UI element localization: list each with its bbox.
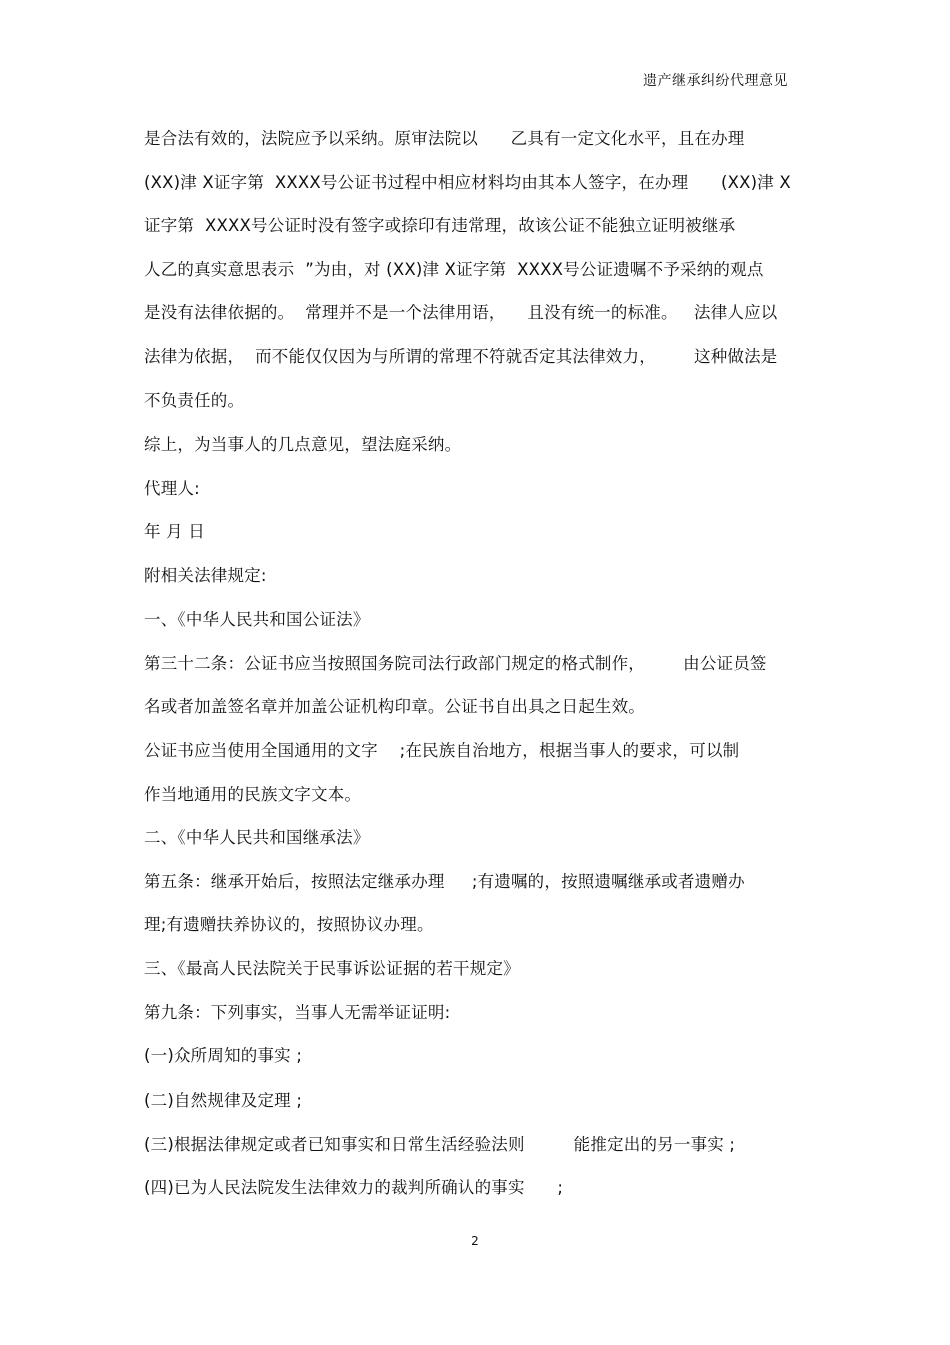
section-heading: 二、《中华人民共和国继承法》 [144, 828, 370, 847]
body-line: 作当地通用的民族文字文本。 [144, 785, 362, 804]
body-line: 第九条：下列事实，当事人无需举证证明: [144, 1003, 451, 1022]
agent-signature-label: 代理人: [144, 479, 200, 498]
section-heading: 三、《最高人民法院关于民事诉讼证据的若干规定》 [144, 959, 520, 978]
section-heading: 一、《中华人民共和国公证法》 [144, 610, 370, 629]
body-line: 是没有法律依据的。 常理并不是一个法律用语， 且没有统一的标准。 法律人应以 [144, 303, 778, 322]
body-line: 公证书应当使用全国通用的文字 ;在民族自治地方，根据当事人的要求，可以制 [144, 741, 740, 760]
body-line: (XX)津 X证字第 XXXX号公证书过程中相应材料均由其本人签字，在办理 (XX)津 X [144, 173, 791, 192]
body-line: 法律为依据， 而不能仅仅因为与所谓的常理不符就否定其法律效力， 这种做法是 [144, 347, 778, 366]
conclusion-line: 综上，为当事人的几点意见，望法庭采纳。 [144, 435, 462, 454]
body-line: 第五条：继承开始后，按照法定继承办理 ;有遗嘱的，按照遗嘱继承或者遗赠办 [144, 872, 745, 891]
body-line: 是合法有效的，法院应予以采纳。原审法院以 乙具有一定文化水平，且在办理 [144, 129, 745, 148]
body-line: 名或者加盖签名章并加盖公证机构印章。公证书自出具之日起生效。 [144, 697, 645, 716]
body-line: 第三十二条：公证书应当按照国务院司法行政部门规定的格式制作， 由公证员签 [144, 654, 767, 673]
date-line: 年 月 日 [144, 522, 205, 541]
appendix-heading: 附相关法律规定: [144, 566, 267, 585]
body-line: 人乙的真实意思表示 ”为由，对 (XX)津 X证字第 XXXX号公证遗嘱不予采纳的观点 [144, 260, 764, 279]
list-item: (一)众所周知的事实 ; [144, 1046, 303, 1065]
running-header: 遗产继承纠纷代理意见 [643, 73, 788, 89]
list-item: (二)自然规律及定理 ; [144, 1091, 303, 1110]
list-item: (三)根据法律规定或者已知事实和日常生活经验法则 能推定出的另一事实 ; [144, 1135, 736, 1154]
body-line: 证字第 XXXX号公证时没有签字或捺印有违常理，故该公证不能独立证明被继承 [144, 216, 736, 235]
page-number: 2 [471, 1234, 479, 1248]
list-item: (四)已为人民法院发生法律效力的裁判所确认的事实 ; [144, 1178, 564, 1197]
body-line: 不负责任的。 [144, 391, 245, 410]
body-line: 理;有遗赠扶养协议的，按照协议办理。 [144, 915, 434, 934]
